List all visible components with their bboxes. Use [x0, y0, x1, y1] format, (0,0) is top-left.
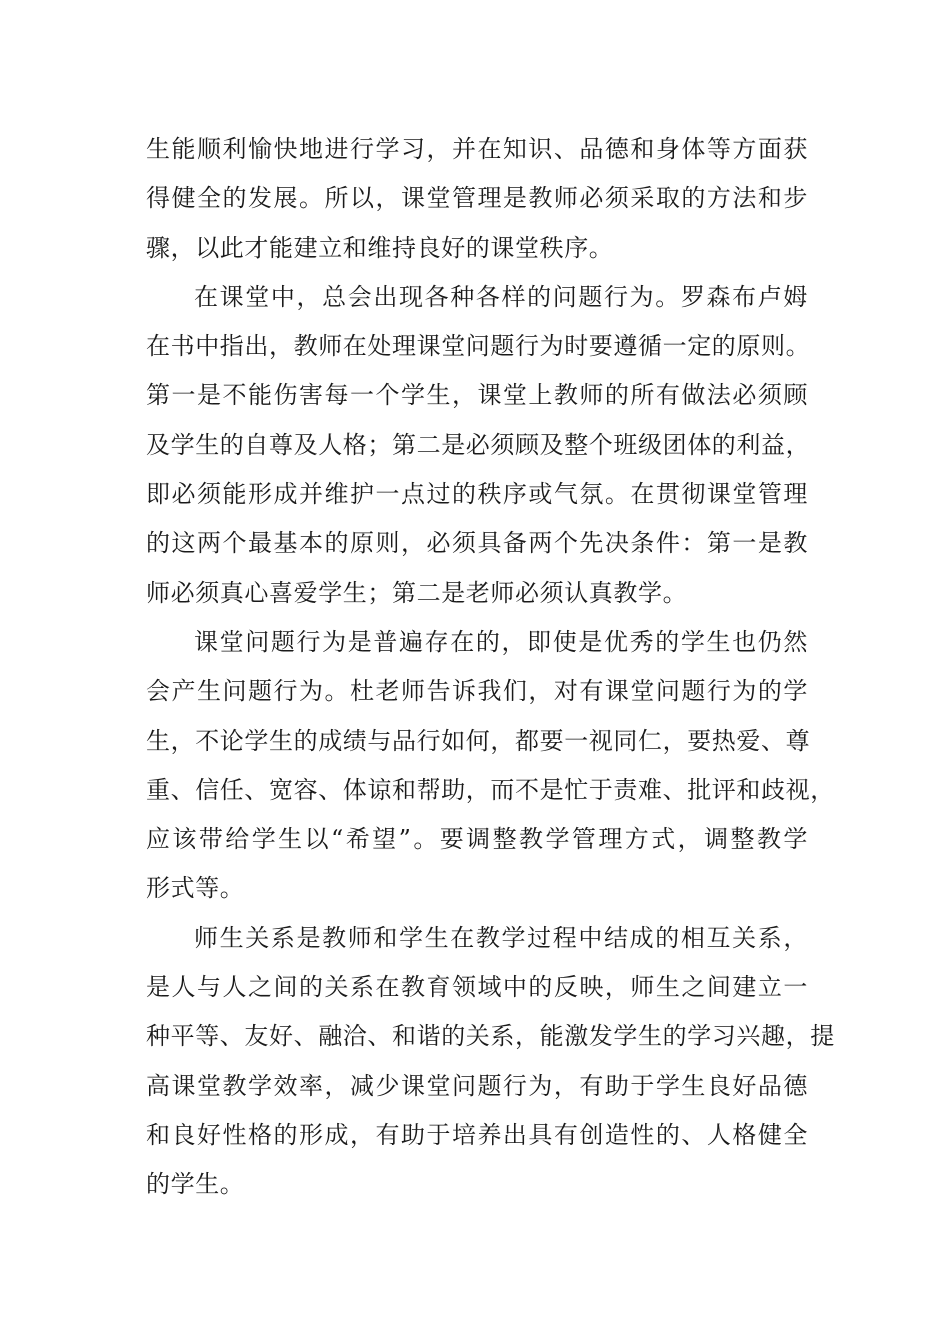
paragraph-4	[146, 914, 835, 1210]
text-line: 得健全的发展。所以，课堂管理是教师必须采取的方法和步	[146, 184, 808, 213]
text-line: 高课堂教学效率，减少课堂问题行为，有助于学生良好品德	[146, 1071, 808, 1100]
text-line: 重、信任、宽容、体谅和帮助，而不是忙于责难、批评和歧视，	[146, 775, 835, 804]
text-line: 即必须能形成并维护一点过的秩序或气氛。在贯彻课堂管理	[146, 480, 808, 509]
text-line: 师生关系是教师和学生在教学过程中结成的相互关系，	[194, 923, 808, 952]
text-line: 骤，以此才能建立和维持良好的课堂秩序。	[146, 233, 614, 262]
text-line: 生，不论学生的成绩与品行如何，都要一视同仁，要热爱、尊	[146, 726, 811, 755]
paragraph-2	[146, 273, 811, 618]
paragraph-1	[146, 125, 808, 273]
text-line: 是人与人之间的关系在教育领域中的反映，师生之间建立一	[146, 973, 808, 1002]
text-line: 生能顺利愉快地进行学习，并在知识、品德和身体等方面获	[146, 135, 808, 163]
text-line: 在书中指出，教师在处理课堂问题行为时要遵循一定的原则。	[146, 332, 811, 361]
text-line: 课堂问题行为是普遍存在的，即使是优秀的学生也仍然	[194, 627, 808, 656]
text-line: 应该带给学生以“希望”。要调整教学管理方式，调整教学	[146, 825, 808, 854]
text-line: 在课堂中，总会出现各种各样的问题行为。罗森布卢姆	[194, 282, 808, 311]
text-line: 的这两个最基本的原则，必须具备两个先决条件：第一是教	[146, 529, 808, 558]
text-line: 会产生问题行为。杜老师告诉我们，对有课堂问题行为的学	[146, 677, 808, 706]
text-line: 师必须真心喜爱学生；第二是老师必须认真教学。	[146, 578, 688, 607]
text-line: 形式等。	[146, 874, 245, 903]
text-line: 种平等、友好、融洽、和谐的关系，能激发学生的学习兴趣，提	[146, 1022, 835, 1051]
paragraph-3	[146, 618, 835, 914]
document-page	[146, 125, 835, 1210]
text-line: 第一是不能伤害每一个学生，课堂上教师的所有做法必须顾	[146, 381, 808, 410]
text-line: 的学生。	[146, 1170, 245, 1199]
text-line: 及学生的自尊及人格；第二是必须顾及整个班级团体的利益，	[146, 430, 811, 459]
text-line: 和良好性格的形成，有助于培养出具有创造性的、人格健全	[146, 1120, 808, 1149]
